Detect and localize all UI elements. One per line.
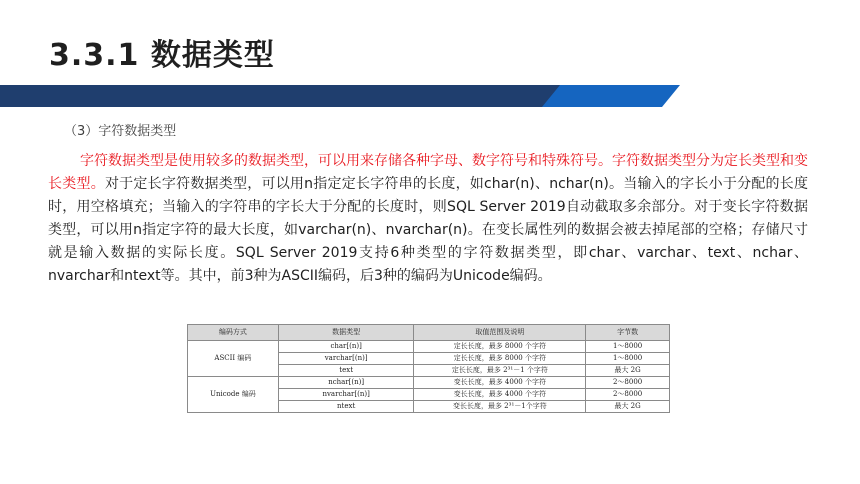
- table-cell-range: 变长长度，最多 4000 个字符: [414, 389, 586, 401]
- body-paragraph: [48, 150, 808, 288]
- table-row: [188, 377, 670, 389]
- table-header-bytes: 字节数: [586, 325, 670, 341]
- table-cell-range: 定长长度，最多 8000 个字符: [414, 341, 586, 353]
- table-cell-type: nvarchar[(n)]: [278, 389, 414, 401]
- table-cell-encoding: Unicode 编码: [188, 377, 279, 413]
- slide-title: 3.3.1 数据类型: [49, 38, 275, 73]
- table-cell-type: varchar[(n)]: [278, 353, 414, 365]
- table-cell-bytes: 最大 2G: [586, 401, 670, 413]
- data-type-table: [187, 324, 670, 413]
- table-cell-type: ntext: [278, 401, 414, 413]
- table-cell-bytes: 1～8000: [586, 341, 670, 353]
- table-cell-encoding: ASCII 编码: [188, 341, 279, 377]
- table-cell-type: text: [278, 365, 414, 377]
- table-cell-range: 变长长度，最多 2³¹－1个字符: [414, 401, 586, 413]
- title-bar: [0, 85, 860, 107]
- table-header-row: [188, 325, 670, 341]
- table-header-range: 取值范围及说明: [414, 325, 586, 341]
- subheading: （3）字符数据类型: [64, 124, 177, 139]
- table-cell-type: nchar[(n)]: [278, 377, 414, 389]
- table-cell-bytes: 1～8000: [586, 353, 670, 365]
- table-cell-range: 变长长度，最多 4000 个字符: [414, 377, 586, 389]
- table-cell-range: 定长长度，最多 2³¹－1 个字符: [414, 365, 586, 377]
- paragraph-highlight-text: 字符数据类型是使用较多的数据类型，可以用来存储各种字母、数字符号和特殊符号。字符数据类型分为定长类型和变长类型。: [48, 153, 808, 192]
- data-type-table-wrapper: [187, 324, 670, 436]
- table-cell-range: 定长长度，最多 8000 个字符: [414, 353, 586, 365]
- paragraph-body-text: 对于定长字符数据类型，可以用n指定定长字符串的长度，如char(n)、nchar(n)。当输入的字长小于分配的长度时，用空格填充；当输入的字符串的字长大于分配的长度时，则SQL Server 2019自动截取多余部分。对于变长字符数据类型，可以用n指定字符的最大长度，如varchar(n)、nvarchar(n)。在变长属性列的数据会被去掉尾部的空格；存储尺寸就是输入数据的实际长度。SQL Server 2019支持6种类型的字符数据类型，即char、varchar、text、nchar、nvarchar和ntext等。其中，前3种为ASCII编码，后3种的编码为Unicode编码。: [48, 176, 809, 284]
- table-header-encoding: 编码方式: [188, 325, 279, 341]
- table-cell-bytes: 2～8000: [586, 377, 670, 389]
- title-bar-blue-stripe: [542, 85, 680, 107]
- table-cell-bytes: 最大 2G: [586, 365, 670, 377]
- table-header-type: 数据类型: [278, 325, 414, 341]
- table-cell-type: char[(n)]: [278, 341, 414, 353]
- table-row: [188, 341, 670, 353]
- table-cell-bytes: 2～8000: [586, 389, 670, 401]
